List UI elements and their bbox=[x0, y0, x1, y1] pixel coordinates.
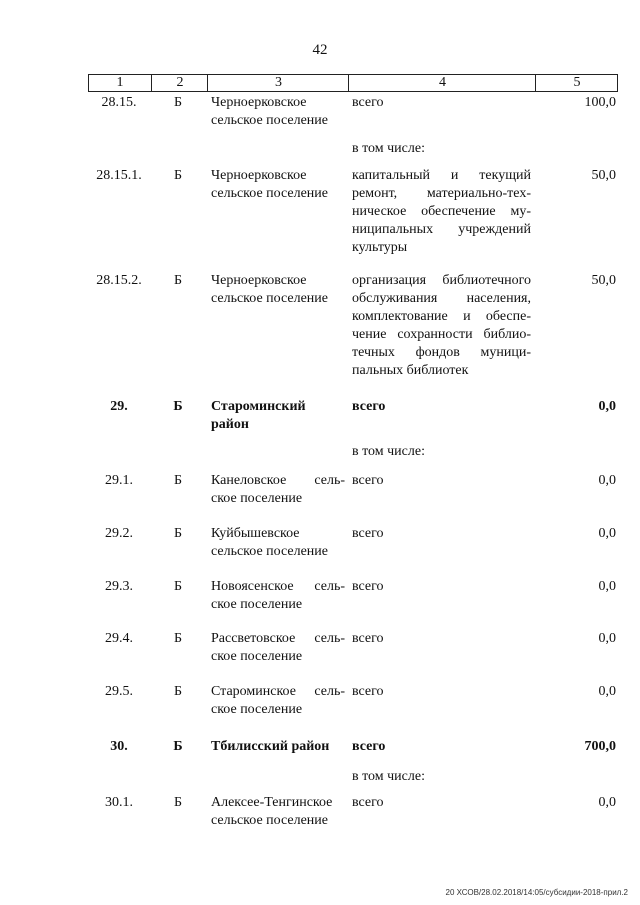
purpose-line: чение сохранности библио- bbox=[352, 327, 531, 342]
row-purpose bbox=[352, 525, 531, 543]
footer-stamp: 20 ХСОВ/28.02.2018/14:05/субсидии-2018-прил.2 bbox=[445, 888, 628, 897]
row-number: 28.15.2. bbox=[96, 273, 142, 288]
recipient-line: Черноерковское bbox=[211, 168, 307, 183]
page-number: 42 bbox=[312, 42, 328, 58]
recipient-line: Новоясенское сель- bbox=[211, 579, 345, 594]
in-that-number-label: в том числе: bbox=[352, 769, 425, 784]
purpose-line: комплектование и обеспе- bbox=[352, 309, 531, 324]
header-col-3: 3 bbox=[207, 75, 349, 91]
row-recipient bbox=[211, 525, 345, 561]
row-purpose bbox=[352, 794, 531, 812]
purpose-line: всего bbox=[352, 473, 384, 488]
row-recipient bbox=[211, 398, 345, 434]
recipient-line: ское поселение bbox=[211, 491, 303, 506]
table-header bbox=[88, 74, 618, 92]
purpose-line: организация библиотечного bbox=[352, 273, 531, 288]
purpose-line: течных фондов муници- bbox=[352, 345, 531, 360]
row-amount: 700,0 bbox=[584, 739, 616, 754]
row-recipient bbox=[211, 738, 345, 756]
recipient-line: ское поселение bbox=[211, 597, 303, 612]
row-purpose bbox=[352, 472, 531, 490]
row-recipient bbox=[211, 167, 345, 203]
row-amount: 0,0 bbox=[598, 579, 616, 594]
recipient-line: Канеловское сель- bbox=[211, 473, 345, 488]
row-category: Б bbox=[173, 95, 183, 110]
row-number: 28.15. bbox=[101, 95, 137, 110]
row-amount: 50,0 bbox=[591, 168, 616, 183]
in-that-number-label: в том числе: bbox=[352, 444, 425, 459]
row-category: Б bbox=[173, 399, 183, 414]
recipient-line: Черноерковское bbox=[211, 273, 307, 288]
row-amount: 0,0 bbox=[598, 795, 616, 810]
row-recipient bbox=[211, 578, 345, 614]
recipient-line: Алексее-Тенгинское bbox=[211, 795, 333, 810]
row-amount: 100,0 bbox=[584, 95, 616, 110]
row-recipient bbox=[211, 94, 345, 130]
row-category: Б bbox=[173, 273, 183, 288]
header-col-2: 2 bbox=[151, 75, 208, 91]
recipient-line: сельское поселение bbox=[211, 113, 328, 128]
row-category: Б bbox=[173, 631, 183, 646]
purpose-line: всего bbox=[352, 399, 386, 414]
purpose-line: всего bbox=[352, 95, 384, 110]
row-category: Б bbox=[173, 739, 183, 754]
row-purpose bbox=[352, 272, 531, 380]
row-recipient bbox=[211, 683, 345, 719]
row-number: 29.5. bbox=[105, 684, 133, 699]
recipient-line: сельское поселение bbox=[211, 291, 328, 306]
row-purpose bbox=[352, 167, 531, 257]
row-recipient bbox=[211, 472, 345, 508]
row-number: 29.4. bbox=[105, 631, 133, 646]
row-number: 29.1. bbox=[105, 473, 133, 488]
row-amount: 50,0 bbox=[591, 273, 616, 288]
purpose-line: всего bbox=[352, 631, 384, 646]
row-recipient bbox=[211, 272, 345, 308]
row-amount: 0,0 bbox=[598, 631, 616, 646]
header-col-5: 5 bbox=[535, 75, 618, 91]
row-number: 30. bbox=[110, 739, 128, 754]
recipient-line: сельское поселение bbox=[211, 813, 328, 828]
row-amount: 0,0 bbox=[598, 473, 616, 488]
row-category: Б bbox=[173, 684, 183, 699]
row-number: 30.1. bbox=[105, 795, 133, 810]
row-category: Б bbox=[173, 526, 183, 541]
purpose-line: ниципальных учреждений bbox=[352, 222, 531, 237]
row-category: Б bbox=[173, 473, 183, 488]
recipient-line: сельское поселение bbox=[211, 544, 328, 559]
row-number: 29.3. bbox=[105, 579, 133, 594]
row-number: 28.15.1. bbox=[96, 168, 142, 183]
row-category: Б bbox=[173, 795, 183, 810]
purpose-line: обслуживания населения, bbox=[352, 291, 531, 306]
row-purpose bbox=[352, 683, 531, 701]
recipient-line: Куйбышевское bbox=[211, 526, 300, 541]
row-amount: 0,0 bbox=[598, 526, 616, 541]
recipient-line: Староминское сель- bbox=[211, 684, 345, 699]
purpose-line: ническое обеспечение му- bbox=[352, 204, 531, 219]
purpose-line: всего bbox=[352, 579, 384, 594]
header-col-4: 4 bbox=[348, 75, 536, 91]
purpose-line: ремонт, материально-тех- bbox=[352, 186, 531, 201]
purpose-line: капитальный и текущий bbox=[352, 168, 531, 183]
recipient-line: Черноерковское bbox=[211, 95, 307, 110]
recipient-line: ское поселение bbox=[211, 649, 303, 664]
row-purpose bbox=[352, 630, 531, 648]
purpose-line: всего bbox=[352, 526, 384, 541]
header-col-1: 1 bbox=[116, 75, 124, 90]
recipient-line: сельское поселение bbox=[211, 186, 328, 201]
recipient-line: Тбилисский район bbox=[211, 739, 330, 754]
row-number: 29.2. bbox=[105, 526, 133, 541]
row-recipient bbox=[211, 794, 345, 830]
purpose-line: всего bbox=[352, 684, 384, 699]
row-purpose bbox=[352, 94, 531, 112]
purpose-line: всего bbox=[352, 795, 384, 810]
in-that-number-label: в том числе: bbox=[352, 141, 425, 156]
row-category: Б bbox=[173, 579, 183, 594]
row-purpose bbox=[352, 398, 531, 416]
purpose-line: пальных библиотек bbox=[352, 363, 469, 378]
row-amount: 0,0 bbox=[598, 684, 616, 699]
row-category: Б bbox=[173, 168, 183, 183]
row-amount: 0,0 bbox=[598, 399, 616, 414]
row-recipient bbox=[211, 630, 345, 666]
row-number: 29. bbox=[110, 399, 128, 414]
recipient-line: Рассветовское сель- bbox=[211, 631, 345, 646]
recipient-line: ское поселение bbox=[211, 702, 303, 717]
purpose-line: всего bbox=[352, 739, 386, 754]
row-purpose bbox=[352, 738, 531, 756]
recipient-line: Староминский bbox=[211, 399, 306, 414]
row-purpose bbox=[352, 578, 531, 596]
recipient-line: район bbox=[211, 417, 249, 432]
purpose-line: культуры bbox=[352, 240, 408, 255]
